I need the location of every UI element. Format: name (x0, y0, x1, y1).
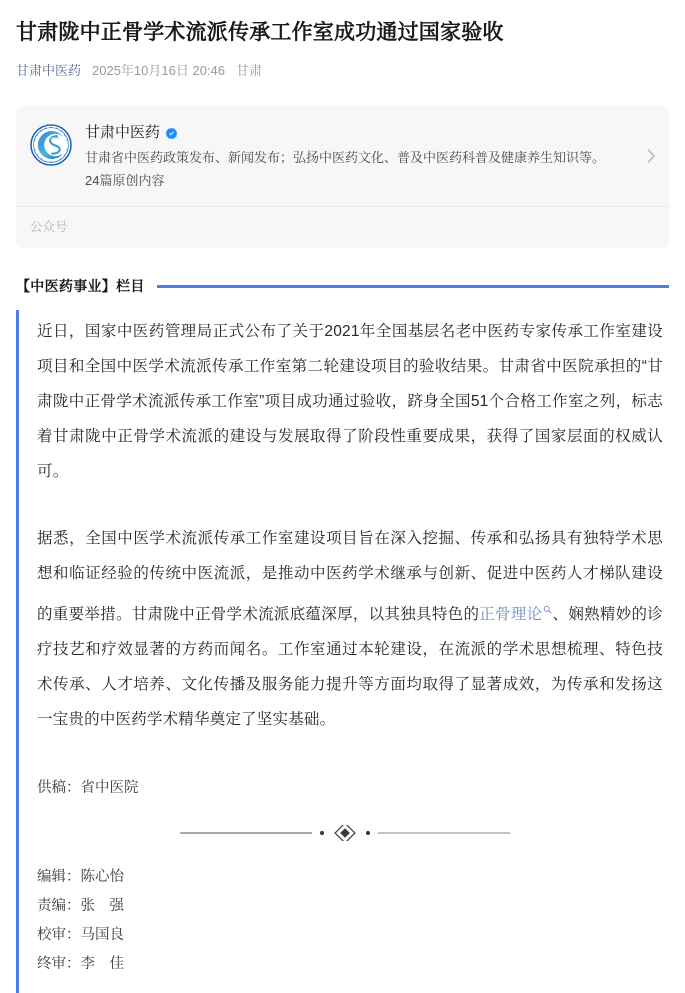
avatar (30, 124, 72, 166)
official-account-name: 甘肃中医药 (85, 124, 161, 141)
body-paragraph-2 (37, 521, 663, 737)
official-account-type-label: 公众号 (16, 206, 669, 248)
source-line: 供稿：省中医院 (37, 780, 139, 797)
official-account-original-count: 24篇原创内容 (85, 173, 165, 188)
official-account-description: 甘肃省中医药政策发布、新闻发布；弘扬中医药文化、普及中医药科普及健康养生知识等。 (85, 150, 606, 165)
section-header-label: 【中医药事业】栏目 (16, 278, 145, 294)
meta-region: 甘肃 (236, 63, 263, 78)
article-body (16, 310, 669, 993)
body-paragraph-2-text-after: 、娴熟精妙的诊疗技艺和疗效显著的方药而闻名。工作室通过本轮建设，在流派的学术思想梳理、特色技术传承、人才培养、文化传播及服务能力提升等方面均取得了显著成效，为传承和发扬这一宝贵的中医药学术精华奠定了坚实基础。 (37, 606, 663, 729)
credits-block (37, 863, 663, 979)
search-icon[interactable] (543, 592, 552, 601)
official-account-info (85, 123, 655, 191)
credit-line-editor: 编辑：陈心怡 (37, 869, 124, 886)
chevron-right-icon[interactable] (647, 149, 656, 164)
body-paragraph-1: 近日，国家中医药管理局正式公布了关于2021年全国基层名老中医药专家传承工作室建设项目和全国中医学术流派传承工作室第二轮建设项目的验收结果。甘肃省中医院承担的“甘肃陇中正骨学术流派传承工作室”项目成功通过验收，跻身全国51个合格工作室之列，标志着甘肃陇中正骨学术流派的建设与发展取得了阶段性重要成果，获得了国家层面的权威认可。 (37, 323, 663, 480)
official-account-name-row (85, 123, 641, 143)
body-paragraph-2-text-before: 据悉，全国中医学术流派传承工作室建设项目旨在深入挖掘、传承和弘扬具有独特学术思想和临证经验的传统中医流派，是推动中医药学术继承与创新、促进中医药人才梯队建设的重要举措。甘肃陇中正骨学术流派底蕴深厚，以其独具特色的 (37, 530, 663, 624)
section-header-rule (157, 285, 669, 288)
meta-publish-date: 2025年10月16日 20:46 (92, 63, 225, 78)
page-title: 甘肃陇中正骨学术流派传承工作室成功通过国家验收 (16, 21, 504, 44)
verified-badge-icon (165, 127, 178, 140)
credit-line-final-reviewer: 终审：李 佳 (37, 956, 124, 973)
credit-line-responsible-editor: 责编：张 强 (37, 898, 124, 915)
meta-account-name[interactable]: 甘肃中医药 (16, 63, 82, 78)
credit-line-proofreader: 校审：马国良 (37, 927, 124, 944)
section-header (16, 276, 669, 296)
ornamental-divider (37, 825, 663, 841)
official-account-card[interactable] (16, 106, 669, 248)
article-meta (0, 48, 685, 80)
official-account-card-main[interactable] (16, 106, 669, 206)
inline-search-link-zhenggu-lilun[interactable]: 正骨理论 (479, 606, 543, 624)
